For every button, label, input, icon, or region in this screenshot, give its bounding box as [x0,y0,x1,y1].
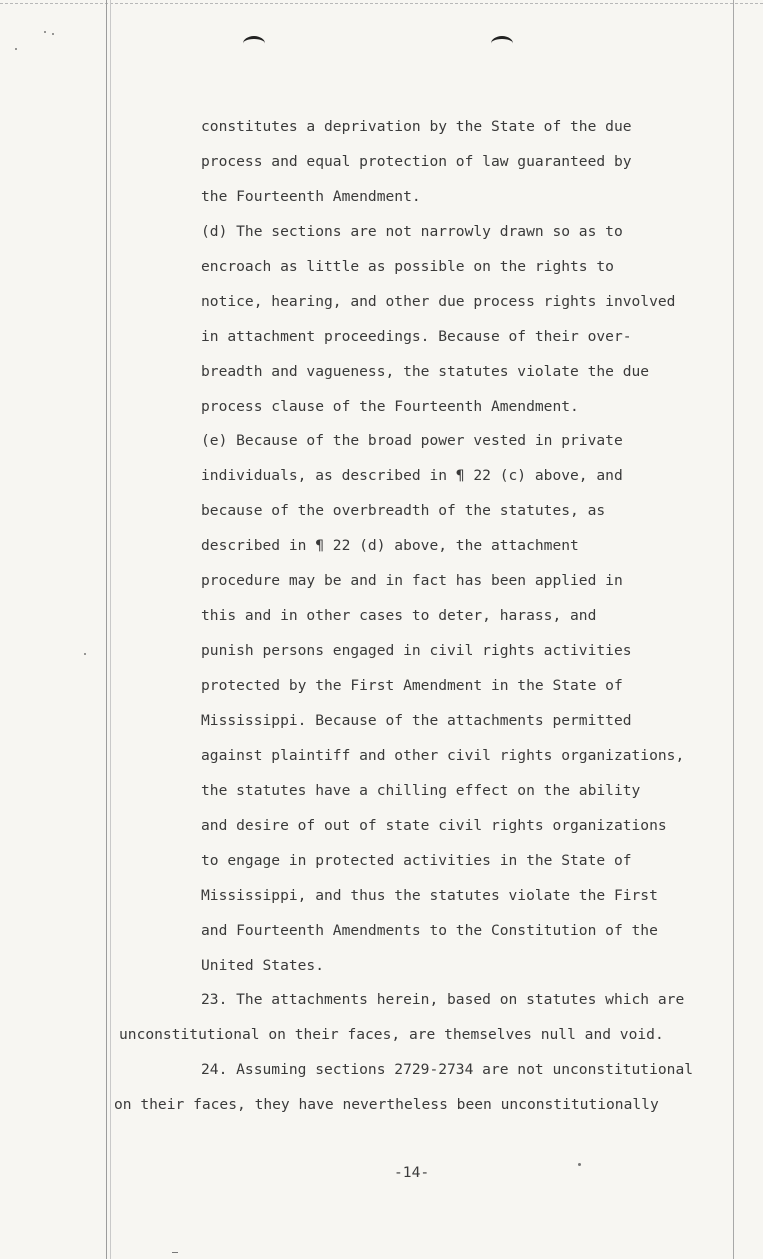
text-line: on their faces, they have nevertheless been unconstitutionally [114,1096,659,1113]
text-line: described in ¶ 22 (d) above, the attachment [201,537,579,554]
left-margin-rule-inner [110,0,111,1259]
top-border [0,3,763,4]
text-line: and Fourteenth Amendments to the Constitution of the [201,922,658,939]
scan-speck [84,653,86,655]
text-line: breadth and vagueness, the statutes violate the due [201,363,650,380]
text-line: punish persons engaged in civil rights activities [201,642,632,659]
binding-hole-right [491,36,513,51]
text-line: process and equal protection of law guaranteed by [201,153,632,170]
paragraph-24-first-line: 24. Assuming sections 2729-2734 are not unconstitutional [201,1061,694,1078]
text-line: against plaintiff and other civil rights organizations, [201,747,685,764]
scan-speck [52,33,54,35]
text-line: encroach as little as possible on the rights to [201,258,614,275]
text-line: individuals, as described in ¶ 22 (c) above, and [201,467,623,484]
text-line: because of the overbreadth of the statutes, as [201,502,606,519]
scan-speck [44,31,46,33]
text-line: United States. [201,957,325,974]
scan-speck [172,1252,178,1253]
text-line: constitutes a deprivation by the State of the due [201,118,632,135]
text-line: the statutes have a chilling effect on the ability [201,782,641,799]
text-line: protected by the First Amendment in the State of [201,677,623,694]
text-line: procedure may be and in fact has been applied in [201,572,623,589]
right-margin-rule [733,0,734,1259]
text-line: (d) The sections are not narrowly drawn so as to [201,223,623,240]
text-line: this and in other cases to deter, harass, and [201,607,597,624]
text-line: the Fourteenth Amendment. [201,188,421,205]
left-margin-rule [106,0,107,1259]
text-line: unconstitutional on their faces, are themselves null and void. [119,1026,664,1043]
text-line: Mississippi, and thus the statutes violate the First [201,887,658,904]
binding-hole-left [243,36,265,51]
paragraph-23-first-line: 23. The attachments herein, based on statutes which are [201,991,685,1008]
text-line: (e) Because of the broad power vested in private [201,432,623,449]
text-line: in attachment proceedings. Because of their over- [201,328,632,345]
text-line: and desire of out of state civil rights organizations [201,817,667,834]
page-number: -14- [394,1164,430,1181]
text-line: notice, hearing, and other due process rights involved [201,293,676,310]
text-line: process clause of the Fourteenth Amendment. [201,398,579,415]
scan-speck [578,1163,581,1166]
text-line: Mississippi. Because of the attachments permitted [201,712,632,729]
text-line: to engage in protected activities in the State of [201,852,632,869]
scan-speck [15,48,17,50]
